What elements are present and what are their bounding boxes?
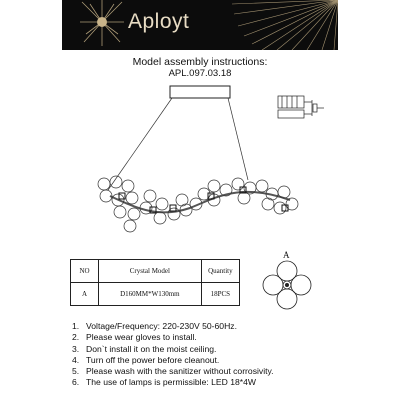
header-crystal-model: Crystal Model (99, 260, 202, 283)
cell-quantity: 18PCS (201, 283, 239, 306)
brand-logo: Aployt (128, 10, 190, 33)
list-item: 4. Turn off the power before cleanout. (72, 354, 220, 365)
table-header-row (71, 260, 240, 283)
cell-crystal-model: D160MM*W130mm (99, 283, 202, 306)
list-item: 5. Please wash with the sanitizer without corrosivity. (72, 366, 274, 377)
header-no: NO (71, 260, 99, 283)
ceiling-canopy (170, 86, 230, 98)
crystal-part-label: A (283, 250, 290, 260)
instructions-title: Model assembly instructions: (132, 56, 268, 68)
list-item: 6. The use of lamps is permissible: LED 18*4W (72, 377, 257, 388)
list-item: 2. Please wear gloves to install. (72, 332, 197, 343)
list-item: 3. Don`t install it on the moist ceiling. (72, 343, 217, 354)
instructions-list (72, 321, 392, 389)
wiring-diagram-icon (278, 96, 324, 118)
suspension-wire-right (228, 98, 248, 180)
crystal-spec-table (70, 259, 240, 306)
table-row (71, 283, 240, 306)
cell-no: A (71, 283, 99, 306)
header-quantity: Quantity (201, 260, 239, 283)
list-item: 1. Voltage/Frequency: 220-230V 50-60Hz. (72, 321, 237, 331)
model-number: APL.097.03.18 (168, 68, 232, 79)
